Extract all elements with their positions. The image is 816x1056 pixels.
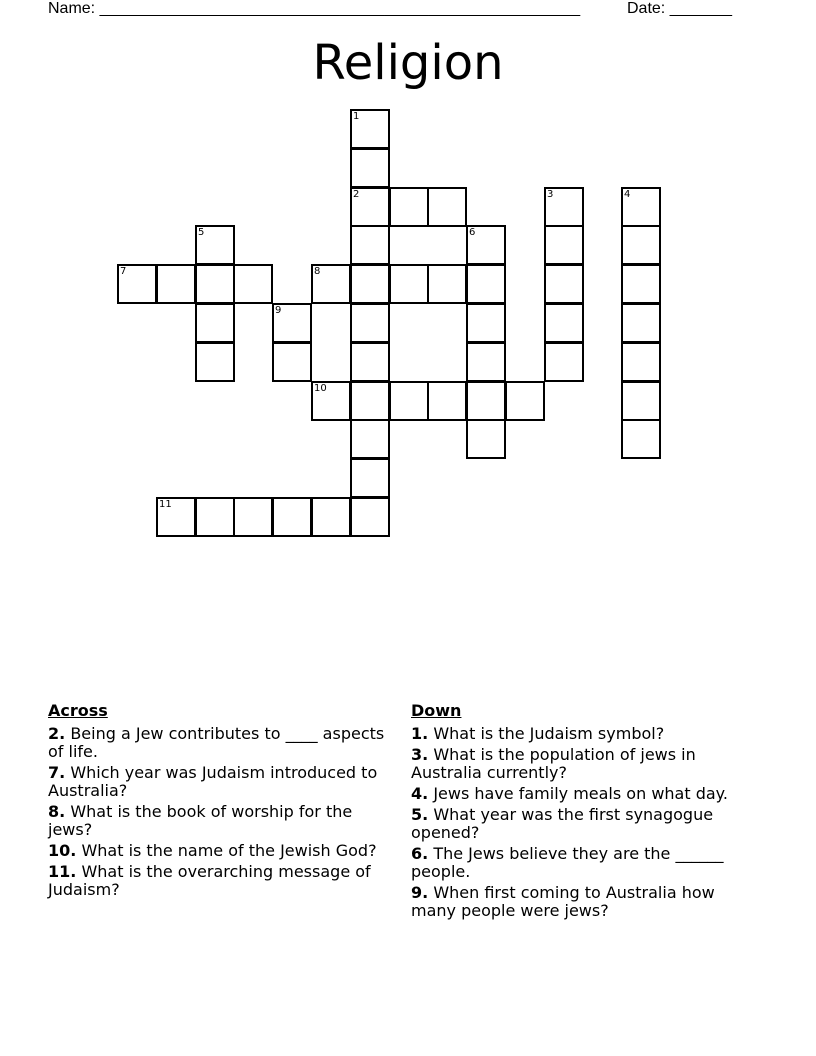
- across-clue: [48, 725, 393, 761]
- crossword-cell[interactable]: [195, 342, 235, 382]
- across-clue: [48, 863, 393, 899]
- crossword-cell[interactable]: [311, 381, 351, 421]
- clue-number: 4.: [411, 784, 429, 803]
- crossword-cell[interactable]: [621, 419, 661, 459]
- down-clue: [411, 806, 751, 842]
- crossword-cell[interactable]: [350, 264, 390, 304]
- down-clue: [411, 725, 751, 743]
- clue-number: 2.: [48, 724, 66, 743]
- crossword-cell[interactable]: [466, 264, 506, 304]
- crossword-cell[interactable]: [621, 342, 661, 382]
- crossword-cell[interactable]: [350, 303, 390, 343]
- crossword-cell[interactable]: [544, 342, 584, 382]
- cell-number: 9: [275, 305, 282, 316]
- crossword-cell[interactable]: [350, 148, 390, 188]
- crossword-cell[interactable]: [350, 381, 390, 421]
- clue-text: What year was the first synagogue opened?: [411, 805, 714, 842]
- across-clue: [48, 803, 393, 839]
- crossword-cell[interactable]: [311, 497, 351, 537]
- clue-text: What is the book of worship for the jews?: [48, 802, 353, 839]
- clue-number: 11.: [48, 862, 77, 881]
- cell-number: 4: [624, 189, 631, 200]
- down-heading: Down: [411, 701, 462, 720]
- crossword-cell[interactable]: [466, 225, 506, 265]
- crossword-cell[interactable]: [621, 303, 661, 343]
- crossword-cell[interactable]: [195, 497, 235, 537]
- crossword-cell[interactable]: [233, 497, 273, 537]
- across-clues: [48, 702, 393, 902]
- crossword-cell[interactable]: [466, 381, 506, 421]
- down-clue: [411, 884, 751, 920]
- crossword-cell[interactable]: [350, 458, 390, 498]
- crossword-cell[interactable]: [350, 419, 390, 459]
- clue-text: What is the overarching message of Judaism?: [48, 862, 371, 899]
- crossword-cell[interactable]: [544, 303, 584, 343]
- clue-number: 10.: [48, 841, 77, 860]
- clue-text: The Jews believe they are the ______ people.: [411, 844, 724, 881]
- crossword-cell[interactable]: [350, 187, 390, 227]
- clue-text: Being a Jew contributes to ____ aspects of life.: [48, 724, 385, 761]
- crossword-cell[interactable]: [427, 381, 467, 421]
- down-clue: [411, 845, 751, 881]
- crossword-cell[interactable]: [427, 187, 467, 227]
- crossword-cell[interactable]: [350, 109, 390, 149]
- crossword-cell[interactable]: [195, 264, 235, 304]
- clue-text: Jews have family meals on what day.: [433, 784, 728, 803]
- down-clues: [411, 702, 751, 923]
- clue-number: 6.: [411, 844, 429, 863]
- cell-number: 1: [353, 111, 360, 122]
- across-clue: [48, 764, 393, 800]
- across-heading: Across: [48, 701, 108, 720]
- crossword-cell[interactable]: [621, 381, 661, 421]
- crossword-cell[interactable]: [350, 497, 390, 537]
- clue-text: Which year was Judaism introduced to Australia?: [48, 763, 378, 800]
- clue-number: 1.: [411, 724, 429, 743]
- crossword-cell[interactable]: [272, 303, 312, 343]
- clue-number: 3.: [411, 745, 429, 764]
- cell-number: 6: [469, 227, 476, 238]
- clue-text: What is the name of the Jewish God?: [81, 841, 377, 860]
- crossword-cell[interactable]: [195, 303, 235, 343]
- crossword-cell[interactable]: [621, 264, 661, 304]
- crossword-cell[interactable]: [389, 187, 429, 227]
- down-clue: [411, 785, 751, 803]
- crossword-cell[interactable]: [544, 264, 584, 304]
- cell-number: 11: [159, 499, 172, 510]
- crossword-cell[interactable]: [544, 225, 584, 265]
- cell-number: 7: [120, 266, 127, 277]
- crossword-cell[interactable]: [389, 381, 429, 421]
- cell-number: 2: [353, 189, 360, 200]
- clue-text: When first coming to Australia how many people were jews?: [411, 883, 715, 920]
- crossword-cell[interactable]: [466, 419, 506, 459]
- across-clue: [48, 842, 393, 860]
- clue-number: 5.: [411, 805, 429, 824]
- crossword-cell[interactable]: [621, 225, 661, 265]
- crossword-cell[interactable]: [272, 497, 312, 537]
- crossword-cell[interactable]: [427, 264, 467, 304]
- clue-number: 7.: [48, 763, 66, 782]
- clue-number: 8.: [48, 802, 66, 821]
- down-clue: [411, 746, 751, 782]
- clue-number: 9.: [411, 883, 429, 902]
- clue-text: What is the population of jews in Australia currently?: [411, 745, 696, 782]
- crossword-cell[interactable]: [117, 264, 157, 304]
- cell-number: 8: [314, 266, 321, 277]
- crossword-cell[interactable]: [389, 264, 429, 304]
- cell-number: 5: [198, 227, 205, 238]
- crossword-cell[interactable]: [311, 264, 351, 304]
- crossword-cell[interactable]: [156, 497, 196, 537]
- crossword-cell[interactable]: [272, 342, 312, 382]
- crossword-cell[interactable]: [350, 225, 390, 265]
- crossword-cell[interactable]: [466, 342, 506, 382]
- crossword-cell[interactable]: [621, 187, 661, 227]
- name-field-label: Name: ______________________________________________________: [48, 0, 581, 17]
- crossword-cell[interactable]: [156, 264, 196, 304]
- cell-number: 10: [314, 383, 327, 394]
- date-field-label: Date: _______: [627, 0, 732, 17]
- page-title: Religion: [312, 35, 504, 91]
- crossword-cell[interactable]: [350, 342, 390, 382]
- crossword-cell[interactable]: [505, 381, 545, 421]
- crossword-cell[interactable]: [195, 225, 235, 265]
- crossword-cell[interactable]: [233, 264, 273, 304]
- crossword-cell[interactable]: [544, 187, 584, 227]
- crossword-cell[interactable]: [466, 303, 506, 343]
- clue-text: What is the Judaism symbol?: [433, 724, 665, 743]
- cell-number: 3: [547, 189, 554, 200]
